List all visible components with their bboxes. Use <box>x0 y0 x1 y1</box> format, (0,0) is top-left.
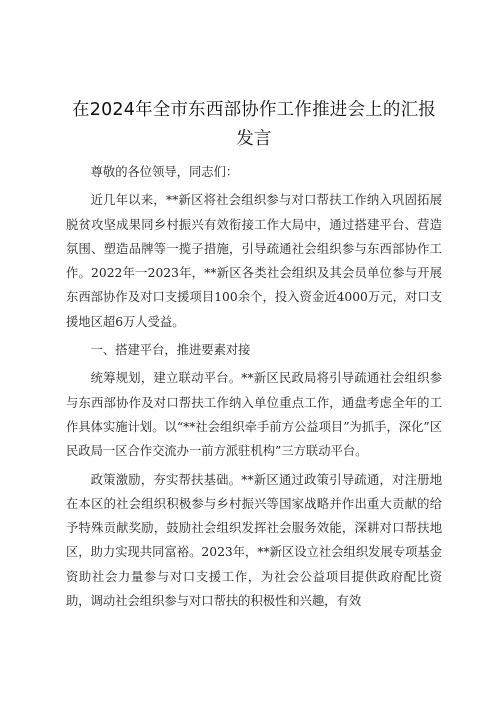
salutation: 尊敬的各位领导，同志们： <box>90 165 239 179</box>
document-title-line-2: 发言 <box>236 129 272 149</box>
paragraph-policy: 政策激励，夯实帮扶基础。**新区通过政策引导疏通，对注册地在本区的社会组织积极参与乡村振兴等国家战略并作出重大贡献的给予特殊贡献奖励，鼓励社会组织发挥社会服务效能，深耕对口帮扶地区，助力实现共同富裕。2023年，**新区设立社会组织发展专项基金资助社会力量参与对口支援工作，为社会公益项目提供政府配比资助，调动社会组织参与对口帮扶的积极性和兴趣，有效 <box>66 472 442 609</box>
section-heading-1: 一、搭建平台，推进要素对接 <box>90 343 251 358</box>
paragraph-platform: 统筹规划，建立联动平台。**新区民政局将引导疏通社会组织参与东西部协作及对口帮扶工作纳入单位重点工作，通盘考虑全年的工作具体实施计划。以“**社会组织牵手前方公益项目”为抓手，深化”区民政局一区合作交流办一前方派驻机构”三方联动平台。 <box>66 371 442 459</box>
document-title <box>66 96 442 154</box>
document-body <box>66 160 442 613</box>
document-title-line-1: 在2024年全市东西部协作工作推进会上的汇报 <box>72 100 436 120</box>
intro-paragraph: 近几年以来，**新区将社会组织参与对口帮扶工作纳入巩固拓展脱贫攻坚成果同乡村振兴有效衔接工作大局中，通过搭建平台、营造氛围、塑造品牌等一揽子措施，引导疏通社会组织参与东西部协作工作。2022年一2023年，**新区各类社会组织及其会员单位参与开展东西部协作及对口支援项目100余个，投入资金近4000万元，对口支援地区超6万人受益。 <box>66 193 442 329</box>
